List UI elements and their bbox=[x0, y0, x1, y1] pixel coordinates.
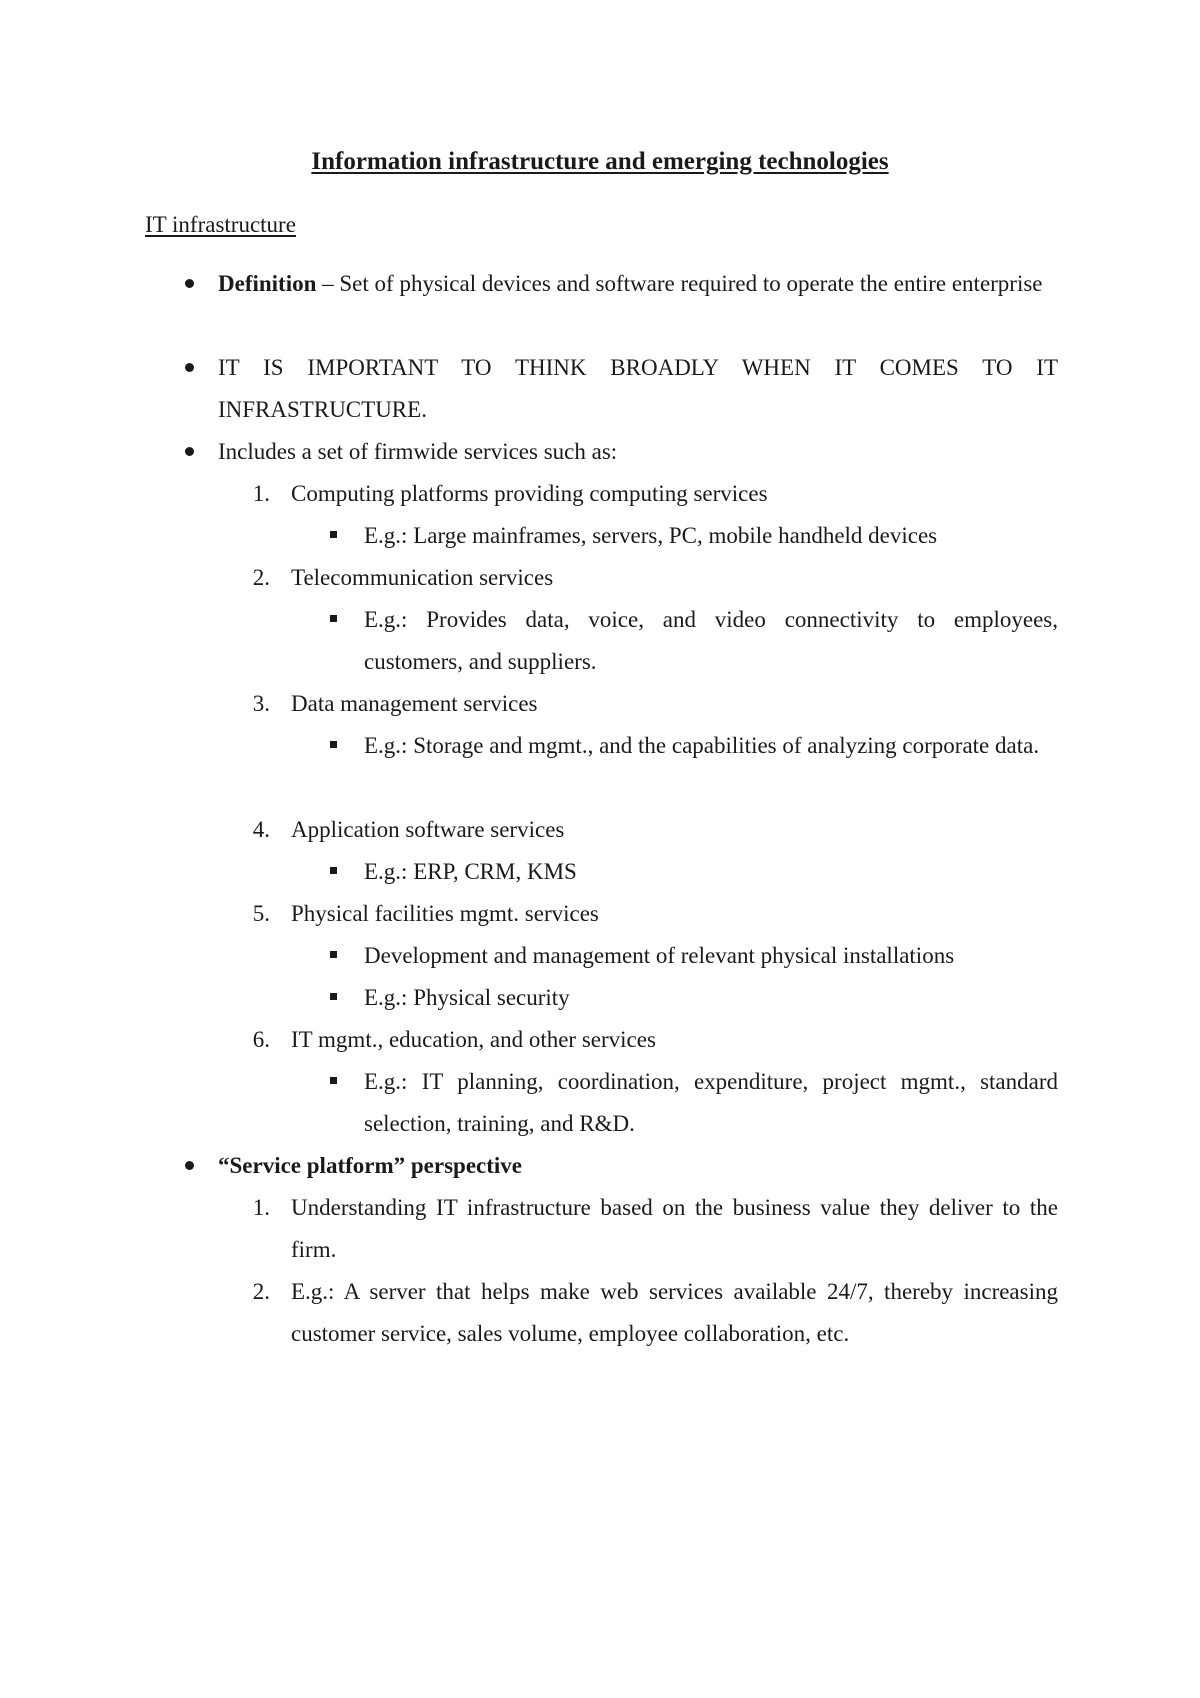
square-bullet-icon bbox=[330, 951, 337, 958]
service-platform-heading: “Service platform” perspective bbox=[218, 1153, 523, 1178]
bullet-icon bbox=[185, 447, 194, 456]
service-item: Computing platforms providing computing services bbox=[291, 481, 768, 506]
service-item: IT mgmt., education, and other services bbox=[291, 1027, 656, 1052]
service-item: Telecommunication services bbox=[291, 565, 554, 590]
list-number: 6. bbox=[252, 1027, 270, 1052]
service-platform-bullet bbox=[218, 1145, 1058, 1187]
definition-term: Definition bbox=[218, 271, 317, 296]
section-heading: IT infrastructure bbox=[145, 212, 296, 237]
service-example: Development and management of relevant physical installations bbox=[364, 943, 955, 968]
service-example: E.g.: ERP, CRM, KMS bbox=[364, 859, 577, 884]
square-bullet-icon bbox=[330, 741, 337, 748]
service-platform-item: Understanding IT infrastructure based on the business value they deliver to the firm. bbox=[291, 1195, 1058, 1262]
service-platform-item: E.g.: A server that helps make web services available 24/7, thereby increasing customer service, sales volume, employee collaboration, etc. bbox=[291, 1279, 1058, 1346]
list-number: 5. bbox=[252, 901, 270, 926]
square-bullet-icon bbox=[330, 531, 337, 538]
list-number: 1. bbox=[252, 481, 270, 506]
list-number: 2. bbox=[252, 1279, 270, 1304]
square-bullet-icon bbox=[330, 867, 337, 874]
bullet-icon bbox=[185, 279, 194, 288]
service-item: Data management services bbox=[291, 691, 538, 716]
list-number: 2. bbox=[252, 565, 270, 590]
definition-bullet bbox=[218, 263, 1058, 305]
list-number: 3. bbox=[252, 691, 270, 716]
service-item: Physical facilities mgmt. services bbox=[291, 901, 599, 926]
square-bullet-icon bbox=[330, 615, 337, 622]
square-bullet-icon bbox=[330, 1077, 337, 1084]
document-title: Information infrastructure and emerging technologies bbox=[311, 148, 889, 175]
list-number: 4. bbox=[252, 817, 270, 842]
includes-bullet: Includes a set of firmwide services such as: bbox=[218, 439, 618, 464]
service-example: E.g.: Provides data, voice, and video connectivity to employees, customers, and suppliers. bbox=[364, 607, 1058, 674]
bullet-icon bbox=[185, 363, 194, 372]
list-number: 1. bbox=[252, 1195, 270, 1220]
service-example: E.g.: Storage and mgmt., and the capabilities of analyzing corporate data. bbox=[364, 733, 1040, 758]
service-example: E.g.: IT planning, coordination, expenditure, project mgmt., standard selection, training, and R&D. bbox=[364, 1069, 1058, 1136]
bullet-icon bbox=[185, 1161, 194, 1170]
service-item: Application software services bbox=[291, 817, 565, 842]
definition-text: – Set of physical devices and software required to operate the entire enterprise bbox=[316, 271, 1043, 296]
service-example: E.g.: Physical security bbox=[364, 985, 570, 1010]
service-example: E.g.: Large mainframes, servers, PC, mobile handheld devices bbox=[364, 523, 938, 548]
square-bullet-icon bbox=[330, 993, 337, 1000]
important-bullet: IT IS IMPORTANT TO THINK BROADLY WHEN IT COMES TO IT INFRASTRUCTURE. bbox=[218, 355, 1058, 422]
